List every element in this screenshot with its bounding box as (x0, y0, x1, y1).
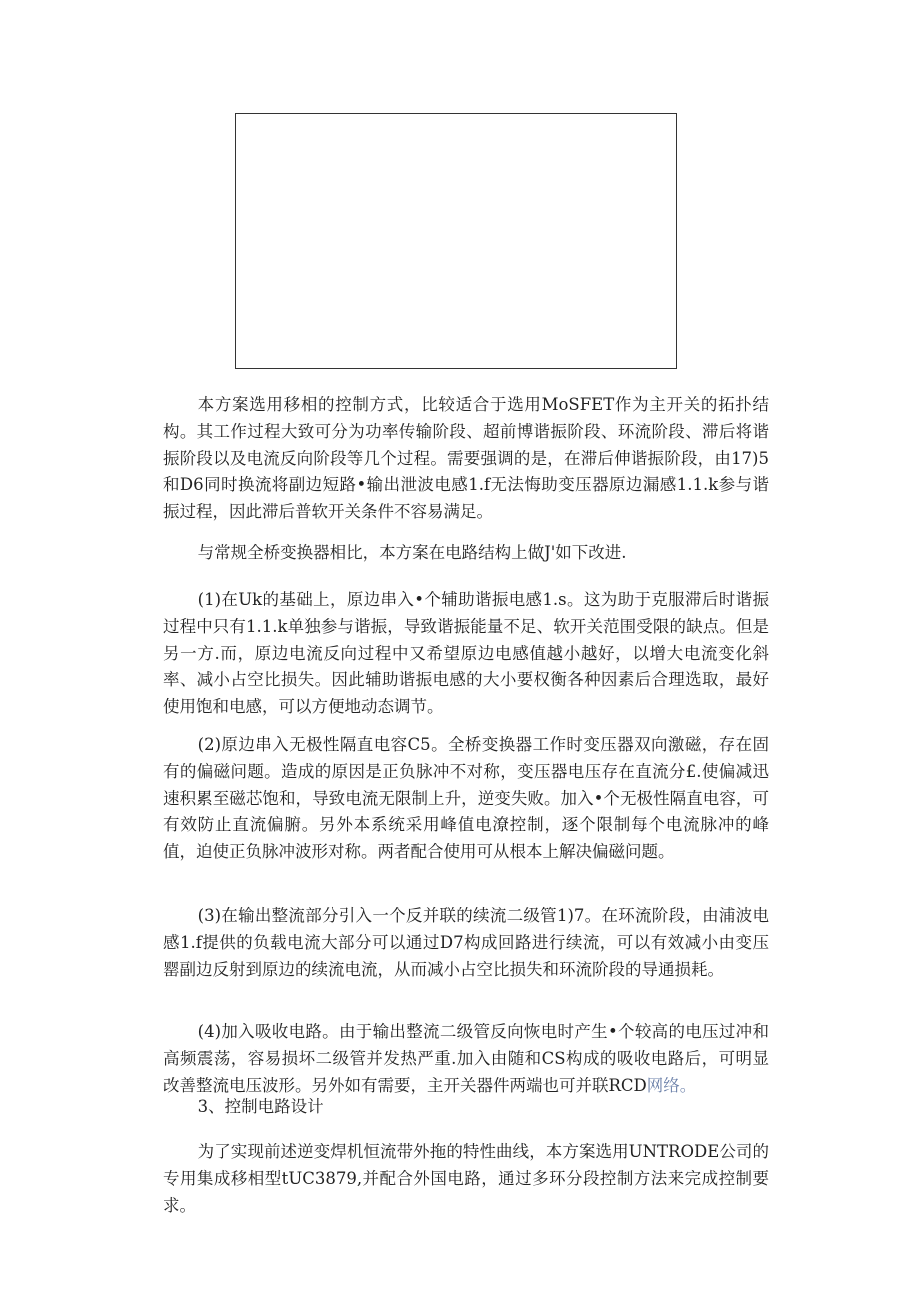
circuit-figure-placeholder (235, 113, 677, 369)
paragraph-text: 为了实现前述逆变焊机恒流带外拖的特性曲线，本方案选用UNTRODE公司的专用集成移相型tUC3879,并配合外国电路，通过多环分段控制方法来完成控制要求。 (163, 1142, 769, 1215)
section-heading-control-circuit (163, 1094, 769, 1121)
paragraph-intro (163, 392, 769, 526)
list-item-text: (1)在Uk的基础上，原边串入•个辅助谐振电感1.s。这为助于克服滞后时谐振过程中只有1.1.k单独参与谐振，导致谐振能量不足、软开关范围受限的缺点。但是另一方.而，原边电流反向过程中又希望原边电感值越小越好，以增大电流变化斜率、减小占空比损失。因此辅助谐振电感的大小要权衡各种因素后合理选取，最好使用饱和电感，可以方便地动态调节。 (163, 590, 769, 717)
paragraph-control-design (163, 1139, 769, 1219)
list-item-text (163, 1019, 769, 1099)
list-item-text: (3)在输出整流部分引入一个反并联的续流二级管1)7。在环流阶段，由浦波电感1.f提供的负载电流大部分可以通过D7构成回路进行续流，可以有效减小由变压罂副边反射到原边的续流电流，从而减小占空比损失和环流阶段的导通损耗。 (163, 906, 769, 979)
list-item-text: (2)原边串入无极性隔直电容C5。全桥变换器工作时变压器双向激磁，存在固有的偏磁问题。造成的原因是正负脉冲不对称，变压器电压存在直流分£.使偏减迅速积累至磁芯饱和，导致电流无限制上升，逆变失败。加入•个无极性隔直电容，可有效防止直流偏腑。另外本系统采用峰值电潦控制，逐个限制每个电流脉冲的峰值，迫使正负脉冲波形对称。两者配合使用可从根本上解决偏磁问题。 (163, 735, 769, 862)
paragraph-text: 本方案选用移相的控制方式，比较适合于选用MoSFET作为主开关的拓扑结构。其工作过程大致可分为功率传输阶段、超前博谐振阶段、环流阶段、滞后将谐振阶段以及电流反向阶段等几个过程。需要强调的是，在滞后伸谐振阶段，由17)5和D6同时换流将副边短路•输出泄波电感1.f无法悔助变压器原边漏感1.1.k参与谐振过程，因此滞后普软开关条件不容易满足。 (163, 395, 769, 522)
list-item-1 (163, 587, 769, 721)
section-heading-text: 3、控制电路设计 (197, 1097, 324, 1116)
network-link[interactable]: 网络。 (646, 1075, 697, 1095)
list-item-2 (163, 732, 769, 866)
paragraph-improvements-lead (163, 540, 769, 567)
paragraph-text: 与常规全桥变换器相比，本方案在电路结构上做J'如下改进. (197, 543, 627, 562)
list-item-4-body: (4)加入吸收电路。由于输出整流二级管反向恢电时产生•个较高的电压过冲和高频震荡，容易损坏二级管并发热严重.加入由随和CS构成的吸收电路后，可明显改善整流电压波形。另外如有需要，主开关器件两端也可并联RCD (163, 1022, 769, 1095)
list-item-4 (163, 1019, 769, 1099)
list-item-3 (163, 903, 769, 983)
